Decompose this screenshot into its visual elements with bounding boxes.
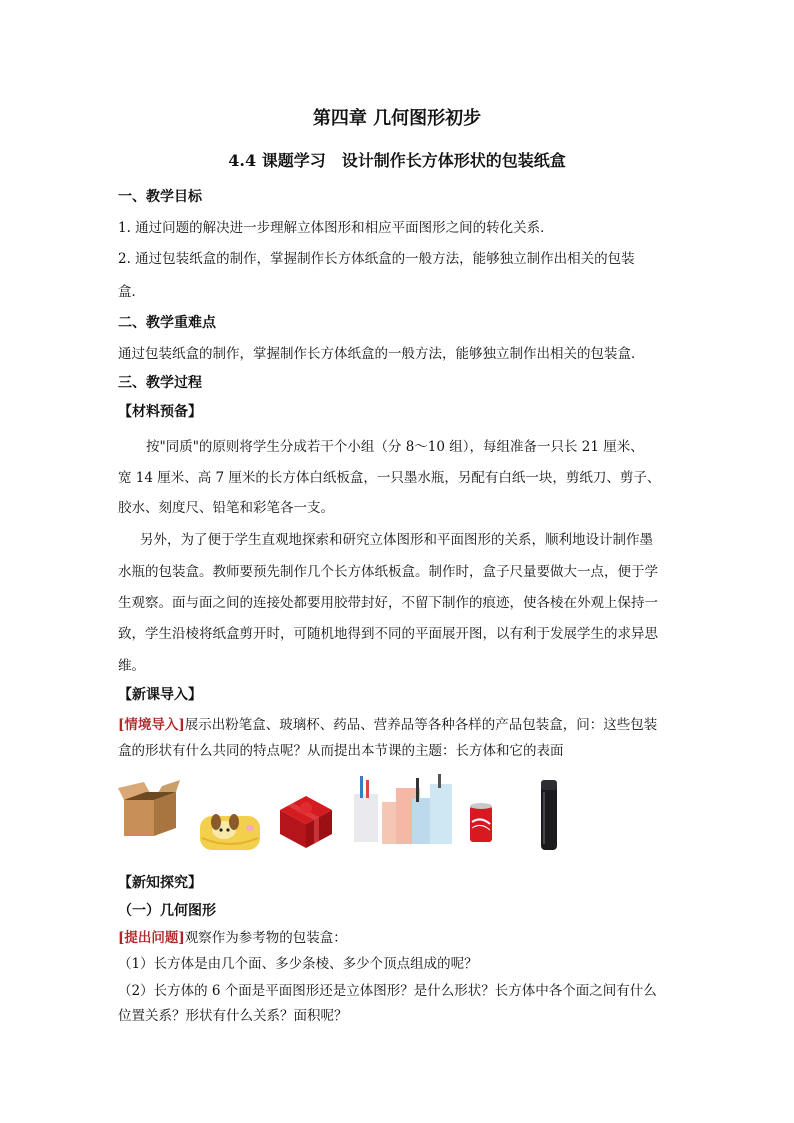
goal-2-line-1: 2. 通过包装纸盒的制作，掌握制作长方体纸盒的一般方法，能够独立制作出相关的包装: [118, 251, 635, 267]
materials-para1-line2: 宽 14 厘米、高 7 厘米的长方体白纸板盒，一只墨水瓶，另配有白纸一块，剪纸刀、剪子、: [118, 470, 661, 486]
goal-1: 1. 通过问题的解决进一步理解立体图形和相应平面图形之间的转化关系．: [118, 220, 554, 236]
cola-can-image: [468, 802, 494, 844]
question-2-line-1: （2）长方体的 6 个面是平面图形还是立体图形？是什么形状？长方体中各个面之间有什么: [118, 983, 657, 999]
question-intro: 观察作为参考物的包装盒：: [184, 930, 347, 946]
chapter-title: 第四章 几何图形初步: [312, 108, 482, 129]
gift-box-image: [276, 792, 336, 852]
pencil-case-image: [194, 800, 266, 860]
intro-tag: [情境导入]: [118, 717, 185, 733]
materials-para2-line5: 维。: [118, 658, 145, 674]
materials-para1-line3: 胶水、刻度尺、铅笔和彩笔各一支。: [118, 500, 334, 516]
materials-heading: 【材料预备】: [118, 404, 202, 420]
key-points-text: 通过包装纸盒的制作，掌握制作长方体纸盒的一般方法，能够独立制作出相关的包装盒．: [118, 346, 645, 362]
materials-para2-line3: 生观察。面与面之间的连接处都要用胶带封好，不留下制作的痕迹，使各棱在外观上保持一: [118, 595, 658, 611]
goal-2-line-2: 盒．: [118, 284, 145, 300]
section-teaching-process: 三、教学过程: [118, 375, 202, 391]
materials-para2-line4: 致，学生沿棱将纸盒剪开时，可随机地得到不同的平面展开图，以有利于发展学生的求异思: [118, 626, 658, 642]
intro-line-1: [118, 713, 657, 733]
question-1: （1）长方体是由几个面、多少条棱、多少个顶点组成的呢？: [118, 956, 478, 972]
thermos-image: [538, 778, 560, 852]
geometry-heading: （一）几何图形: [118, 903, 216, 919]
lesson-title: 4.4 课题学习 设计制作长方体形状的包装纸盒: [228, 151, 566, 170]
intro-line-2: 盒的形状有什么共同的特点呢？从而提出本节课的主题：长方体和它的表面: [118, 743, 564, 759]
intro-heading: 【新课导入】: [118, 687, 202, 703]
materials-para2-line1: 另外，为了便于学生直观地探索和研究立体图形和平面图形的关系，顺利地设计制作墨: [140, 532, 653, 548]
materials-para2-line2: 水瓶的包装盒。教师要预先制作几个长方体纸板盒。制作时，盒子尺量要做大一点，便于学: [118, 564, 658, 580]
question-intro-line: [118, 926, 347, 946]
explore-heading: 【新知探究】: [118, 875, 202, 891]
materials-para1-line1: 按"同质"的原则将学生分成若干个小组（分 8～10 组），每组准备一只长 21 厘米、: [146, 439, 644, 455]
product-images: [118, 770, 588, 860]
question-tag: [提出问题]: [118, 930, 185, 946]
pen-holders-image: [350, 770, 460, 848]
intro-text-a: 展示出粉笔盒、玻璃杯、药品、营养品等各种各样的产品包装盒，问：这些包装: [184, 717, 658, 733]
cardboard-box-image: [118, 778, 182, 840]
section-key-points: 二、教学重难点: [118, 315, 216, 331]
section-teaching-goals: 一、教学目标: [118, 189, 202, 205]
question-2-line-2: 位置关系？形状有什么关系？面积呢？: [118, 1008, 348, 1024]
